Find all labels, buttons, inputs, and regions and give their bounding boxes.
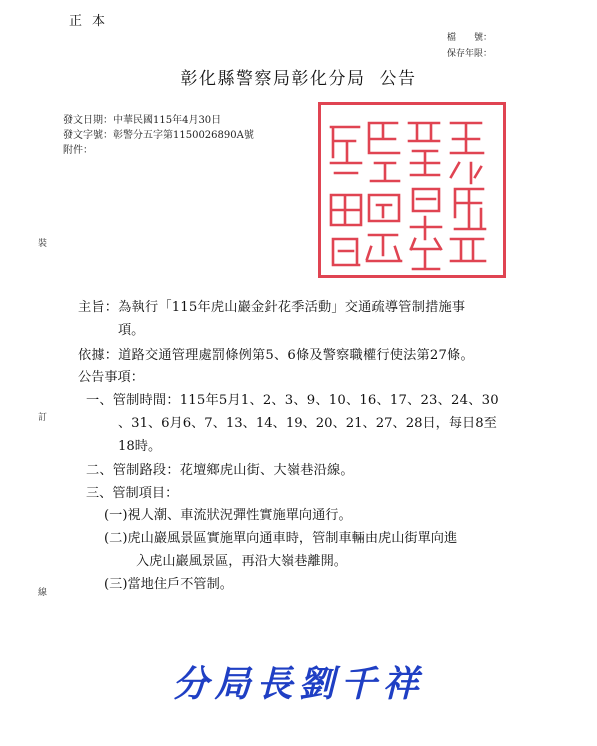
item2-text: 花壇鄉虎山街、大嶺巷沿線。 — [179, 463, 354, 478]
sub-item-1: (一)視人潮、車流狀況彈性實施單向通行。 — [104, 508, 352, 523]
notice-label: 公告事項： — [78, 370, 144, 385]
binding-mark-staple: 訂 — [38, 413, 48, 423]
item1-line-1 — [86, 389, 499, 408]
reference-number: 發文字號：彰警分五字第1150026890A號 — [63, 130, 254, 141]
item3-label: 三、管制項目： — [86, 486, 179, 501]
subject-text-1: 為執行「115年虎山巖金針花季活動」交通疏導管制措施事 — [118, 300, 466, 315]
official-seal — [318, 102, 506, 278]
item2-line — [86, 459, 354, 478]
seal-pattern — [321, 105, 503, 275]
binding-mark-bind: 裝 — [38, 239, 48, 249]
attachment-label: 附件： — [63, 145, 93, 156]
item1-line-3: 18時。 — [118, 439, 162, 454]
item1-text-1: 115年5月1、2、3、9、10、16、17、23、24、30 — [179, 393, 499, 408]
binding-mark-line: 線 — [38, 588, 48, 598]
document-title — [0, 64, 597, 89]
copy-label: 正本 — [69, 14, 116, 29]
sub-item-2-line-2: 入虎山巖風景區，再沿大嶺巷離開。 — [136, 554, 347, 569]
basis-label: 依據： — [78, 348, 119, 363]
item2-label: 二、管制路段： — [86, 463, 180, 478]
title-organization: 彰化縣警察局彰化分局 — [180, 69, 366, 89]
item1-label: 一、管制時間： — [86, 393, 180, 408]
file-number-label: 檔 號： — [447, 33, 493, 43]
subject-line-1 — [78, 296, 465, 315]
subject-line-2: 項。 — [118, 323, 145, 338]
subject-label: 主旨： — [78, 300, 119, 315]
title-type: 公告 — [379, 69, 417, 89]
issue-date: 發文日期：中華民國115年4月30日 — [63, 115, 222, 126]
item1-line-2: 、31、6月6、7、13、14、19、20、21、27、28日，每日8至 — [118, 416, 497, 431]
basis-line — [78, 344, 474, 363]
signature-stamp: 分局長劉千祥 — [172, 663, 425, 705]
basis-text: 道路交通管理處罰條例第5、6條及警察職權行使法第27條。 — [118, 348, 474, 363]
sub-item-3: (三)當地住戶不管制。 — [104, 577, 233, 592]
sub-item-2-line-1: (二)虎山巖風景區實施單向通車時，管制車輛由虎山街單向進 — [104, 531, 458, 546]
retention-label: 保存年限： — [447, 49, 493, 59]
